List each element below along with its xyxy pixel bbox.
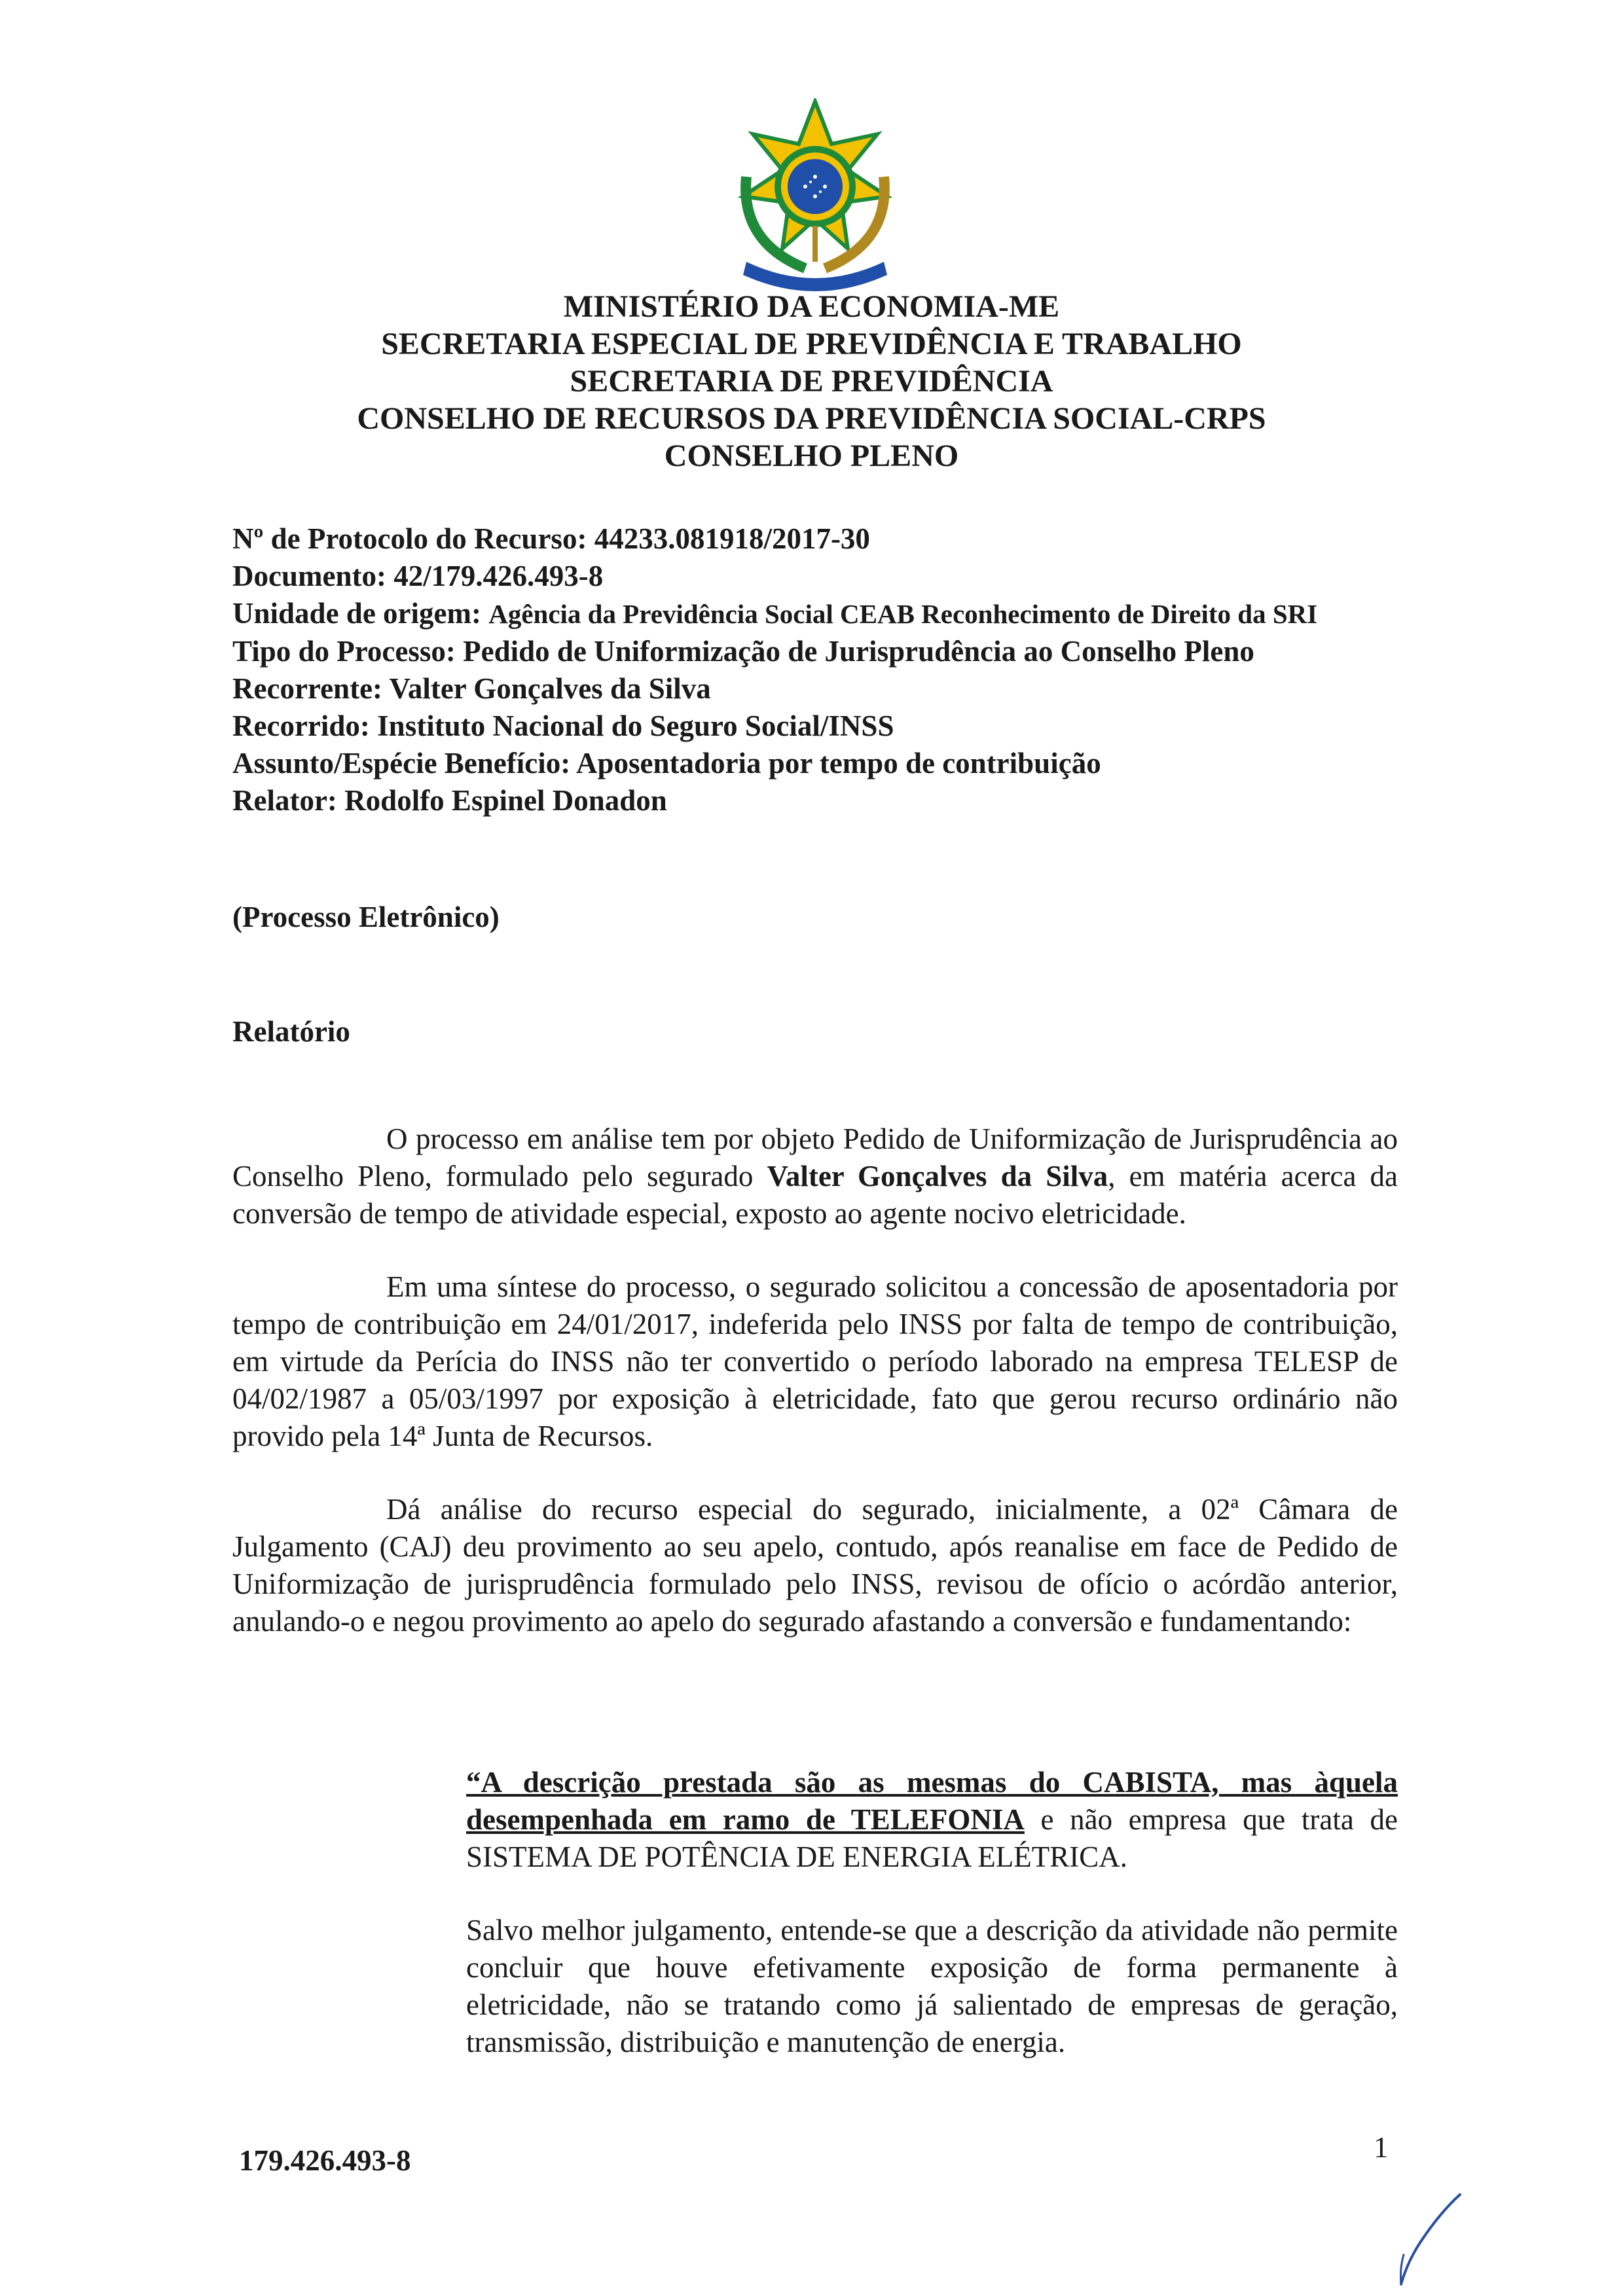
processo-type: (Processo Eletrônico) xyxy=(232,901,500,933)
header-line: MINISTÉRIO DA ECONOMIA-ME xyxy=(563,289,1060,324)
meta-label: Documento: xyxy=(232,560,386,592)
meta-unidade xyxy=(232,595,1398,633)
meta-label: Recorrente: xyxy=(232,672,383,705)
meta-label: Nº de Protocolo do Recurso: xyxy=(232,522,587,555)
meta-label: Tipo do Processo: xyxy=(232,635,456,668)
header-line: SECRETARIA DE PREVIDÊNCIA xyxy=(570,364,1053,399)
paragraph-text: O processo em análise tem por objeto Pedido de Uniformização de Jurisprudência ao Conselho Pleno, formulado pelo segurado xyxy=(232,1122,1398,1193)
meta-label: Unidade de origem: xyxy=(232,597,481,630)
meta-value: Agência da Previdência Social CEAB Reconhecimento de Direito da SRI xyxy=(488,599,1318,629)
process-metadata xyxy=(232,520,1398,819)
signature-initial-icon xyxy=(1395,2189,1467,2287)
section-title: Relatório xyxy=(232,1015,350,1048)
meta-recorrente xyxy=(232,670,1398,708)
footer-doc-number: 179.426.493-8 xyxy=(239,2144,411,2177)
document-header xyxy=(0,288,1623,475)
meta-label: Assunto/Espécie Benefício: xyxy=(232,747,571,780)
block-quote xyxy=(466,1764,1398,2097)
meta-relator xyxy=(232,782,1398,819)
meta-value: 44233.081918/2017-30 xyxy=(594,522,870,555)
paragraph-text: , em matéria acerca da conversão de tempo de atividade especial, exposto ao agente nocivo eletricidade. xyxy=(232,1160,1398,1230)
meta-assunto xyxy=(232,745,1398,782)
meta-recorrido xyxy=(232,708,1398,745)
coat-of-arms-icon xyxy=(720,98,910,295)
meta-value: Aposentadoria por tempo de contribuição xyxy=(576,747,1101,780)
paragraph xyxy=(232,1121,1398,1232)
meta-value: 42/179.426.493-8 xyxy=(393,560,604,592)
paragraph: Dá análise do recurso especial do segurado, inicialmente, a 02ª Câmara de Julgamento (CAJ) deu provimento ao seu apelo, contudo, após reanalise em face de Pedido de Uniformização de jurisprudência formulado pelo INSS, revisou de ofício o acórdão anterior, anulando-o e negou provimento ao apelo do segurado afastando a conversão e fundamentando: xyxy=(232,1493,1398,1638)
header-line: CONSELHO DE RECURSOS DA PREVIDÊNCIA SOCIAL-CRPS xyxy=(357,401,1266,436)
report-body xyxy=(232,1121,1398,1676)
meta-value: Instituto Nacional do Seguro Social/INSS xyxy=(377,709,894,742)
meta-value: Valter Gonçalves da Silva xyxy=(389,672,711,705)
meta-label: Recorrido: xyxy=(232,709,370,742)
header-line: SECRETARIA ESPECIAL DE PREVIDÊNCIA E TRABALHO xyxy=(381,327,1242,361)
page-number: 1 xyxy=(1374,2131,1389,2164)
quote-underlined: “A descrição prestada são as mesmas do CABISTA, mas àquela desempenhada em ramo de TELEFONIA xyxy=(466,1766,1398,1836)
meta-value: Rodolfo Espinel Donadon xyxy=(344,784,667,817)
quote-text: e não empresa que trata de SISTEMA DE POTÊNCIA DE ENERGIA ELÉTRICA. xyxy=(466,1803,1398,1873)
meta-protocolo xyxy=(232,520,1398,558)
quote-paragraph: Salvo melhor julgamento, entende-se que a descrição da atividade não permite concluir que houve efetivamente exposição de forma permanente à eletricidade, não se tratando como já salientado de empresas de geração, transmissão, distribuição e manutenção de energia. xyxy=(466,1914,1398,2058)
meta-tipo xyxy=(232,633,1398,670)
paragraph: Em uma síntese do processo, o segurado solicitou a concessão de aposentadoria por tempo de contribuição em 24/01/2017, indeferida pelo INSS por falta de tempo de contribuição, em virtude da Perícia do INSS não ter convertido o período laborado na empresa TELESP de 04/02/1987 a 05/03/1997 por exposição à eletricidade, fato que gerou recurso ordinário não provido pela 14ª Junta de Recursos. xyxy=(232,1270,1398,1452)
meta-documento xyxy=(232,558,1398,595)
appellant-name: Valter Gonçalves da Silva xyxy=(767,1160,1108,1193)
quote-paragraph xyxy=(466,1764,1398,1876)
header-line: CONSELHO PLENO xyxy=(664,439,959,473)
meta-label: Relator: xyxy=(232,784,337,817)
meta-value: Pedido de Uniformização de Jurisprudência ao Conselho Pleno xyxy=(463,635,1254,668)
